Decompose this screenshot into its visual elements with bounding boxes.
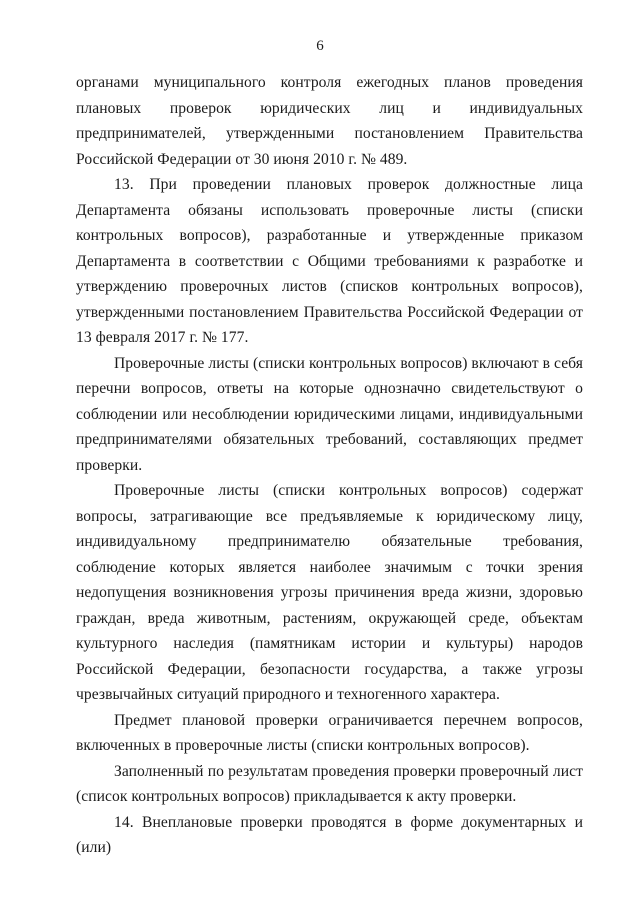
paragraph-filled-checklist: Заполненный по результатам проведения проверки проверочный лист (список контрольных вопросов) прикладывается к акту проверки. bbox=[76, 762, 583, 805]
paragraph-item-13: 13. При проведении плановых проверок должностные лица Департамента обязаны использовать проверочные листы (списки контрольных вопросов), разработанные и утвержденные приказом Департамента в соответствии с Общими требованиями к разработке и утверждению проверочных листов (списков контрольных вопросов), утвержденными постановлением Правительства Российской Федерации от 13 февраля 2017 г. № 177. bbox=[76, 176, 583, 346]
document-body bbox=[76, 70, 583, 861]
paragraph-inspection-subject: Предмет плановой проверки ограничивается перечнем вопросов, включенных в проверочные листы (списки контрольных вопросов). bbox=[76, 711, 583, 754]
paragraph-item-14: 14. Внеплановые проверки проводятся в форме документарных и (или) bbox=[76, 813, 583, 856]
paragraph-checklist-questions: Проверочные листы (списки контрольных вопросов) содержат вопросы, затрагивающие все предъявляемые к юридическому лицу, индивидуальному предпринимателю обязательные требования, соблюдение которых является наиболее значимым с точки зрения недопущения возникновения угрозы причинения вреда жизни, здоровью граждан, вреда животным, растениям, окружающей среде, объектам культурного наследия (памятникам истории и культуры) народов Российской Федерации, безопасности государства, а также угрозы чрезвычайных ситуаций природного и техногенного характера. bbox=[76, 482, 583, 703]
paragraph-continuation: органами муниципального контроля ежегодных планов проведения плановых проверок юридических лиц и индивидуальных предпринимателей, утвержденными постановлением Правительства Российской Федерации от 30 июня 2010 г. № 489. bbox=[76, 74, 583, 168]
page-number: 6 bbox=[316, 38, 324, 54]
paragraph-checklist-contents: Проверочные листы (списки контрольных вопросов) включают в себя перечни вопросов, ответы на которые однозначно свидетельствуют о соблюдении или несоблюдении юридическими лицами, индивидуальными предпринимателями обязательных требований, составляющих предмет проверки. bbox=[76, 354, 583, 474]
